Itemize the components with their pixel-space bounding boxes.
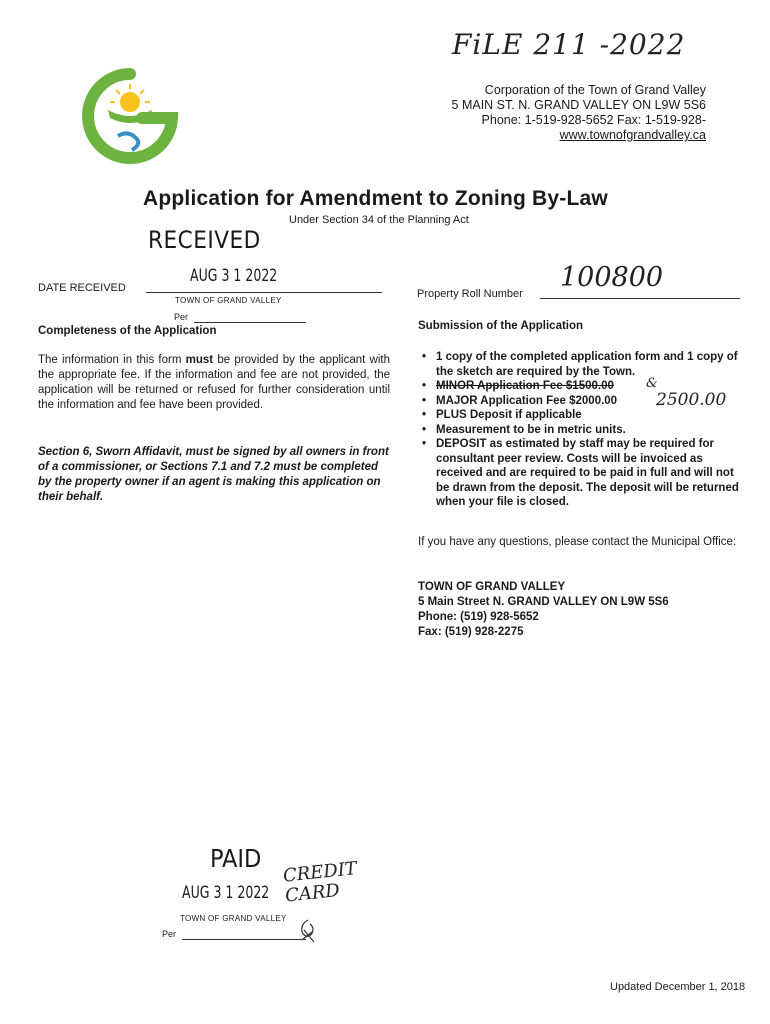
org-name: Corporation of the Town of Grand Valley [484,83,706,97]
contact-block [418,580,669,640]
paid-stamp-date: AUG 3 1 2022 [182,883,270,903]
org-phone: Phone: 1-519-928-5652 Fax: 1-519-928- [481,113,706,127]
paid-stamp-office: TOWN OF GRAND VALLEY [180,914,287,923]
received-stamp-per: Per [174,312,189,322]
contact-phone: Phone: (519) 928-5652 [418,611,539,623]
contact-fax: Fax: (519) 928-2275 [418,626,524,638]
affidavit-note: Section 6, Sworn Affidavit, must be signed by all owners in front of a commissioner, or Sections 7.1 and 7.2 must be completed by the property owner if an agent is making this application on their behalf. [38,446,389,503]
completeness-heading: Completeness of the Application [38,325,217,337]
contact-name: TOWN OF GRAND VALLEY [418,581,566,593]
contact-intro: If you have any questions, please contact the Municipal Office: [418,536,737,548]
submission-list [418,350,748,510]
town-logo-icon [80,66,180,166]
paid-stamp-label: PAID [210,844,262,873]
date-received-line [146,292,382,293]
org-address: 5 MAIN ST. N. GRAND VALLEY ON L9W 5S6 [451,98,706,112]
received-stamp-label: RECEIVED [148,226,261,254]
signature-icon [296,916,320,946]
handwritten-amount: 2500.00 [656,390,727,410]
property-roll-label: Property Roll Number [417,288,523,300]
paid-stamp-per: Per [162,929,177,939]
org-website[interactable]: www.townofgrandvalley.ca [559,128,706,142]
list-item: • MAJOR Application Fee $2000.00 [418,394,748,409]
paid-per-line [182,939,306,940]
page-title: Application for Amendment to Zoning By-Law [143,187,608,210]
received-per-line [194,322,306,323]
completeness-text: The information in this form must be provided by the applicant with the appropriate fee. If the information and fee are not provided, the application will be returned or refused for further consideration until the information and fee have been provided. [38,354,390,411]
contact-street: 5 Main Street N. GRAND VALLEY ON L9W 5S6 [418,596,669,608]
property-roll-line [540,298,740,299]
handwritten-amp: & [646,376,658,391]
received-stamp-office: TOWN OF GRAND VALLEY [175,296,282,305]
received-stamp-date: AUG 3 1 2022 [190,266,278,286]
page-subtitle: Under Section 34 of the Planning Act [289,214,469,226]
list-item: • MINOR Application Fee $1500.00 [418,379,748,394]
date-received-label: DATE RECEIVED [38,282,126,294]
property-roll-value: 100800 [560,262,664,293]
handwritten-file-number: FiLE 211 -2022 [452,28,686,61]
list-item: • DEPOSIT as estimated by staff may be required for consultant peer review. Costs will be invoiced as received and are required to be paid in full and will not be drawn from the deposit. The deposit will be returned when your file is closed. [418,437,748,510]
list-item: • Measurement to be in metric units. [418,423,748,438]
list-item: • 1 copy of the completed application form and 1 copy of the sketch are required by the Town. [418,350,748,379]
list-item: • PLUS Deposit if applicable [418,408,748,423]
org-header [452,83,706,143]
submission-heading: Submission of the Application [418,320,584,332]
handwritten-credit-card: CREDIT CARD [282,858,358,907]
footer-updated: Updated December 1, 2018 [610,981,746,993]
